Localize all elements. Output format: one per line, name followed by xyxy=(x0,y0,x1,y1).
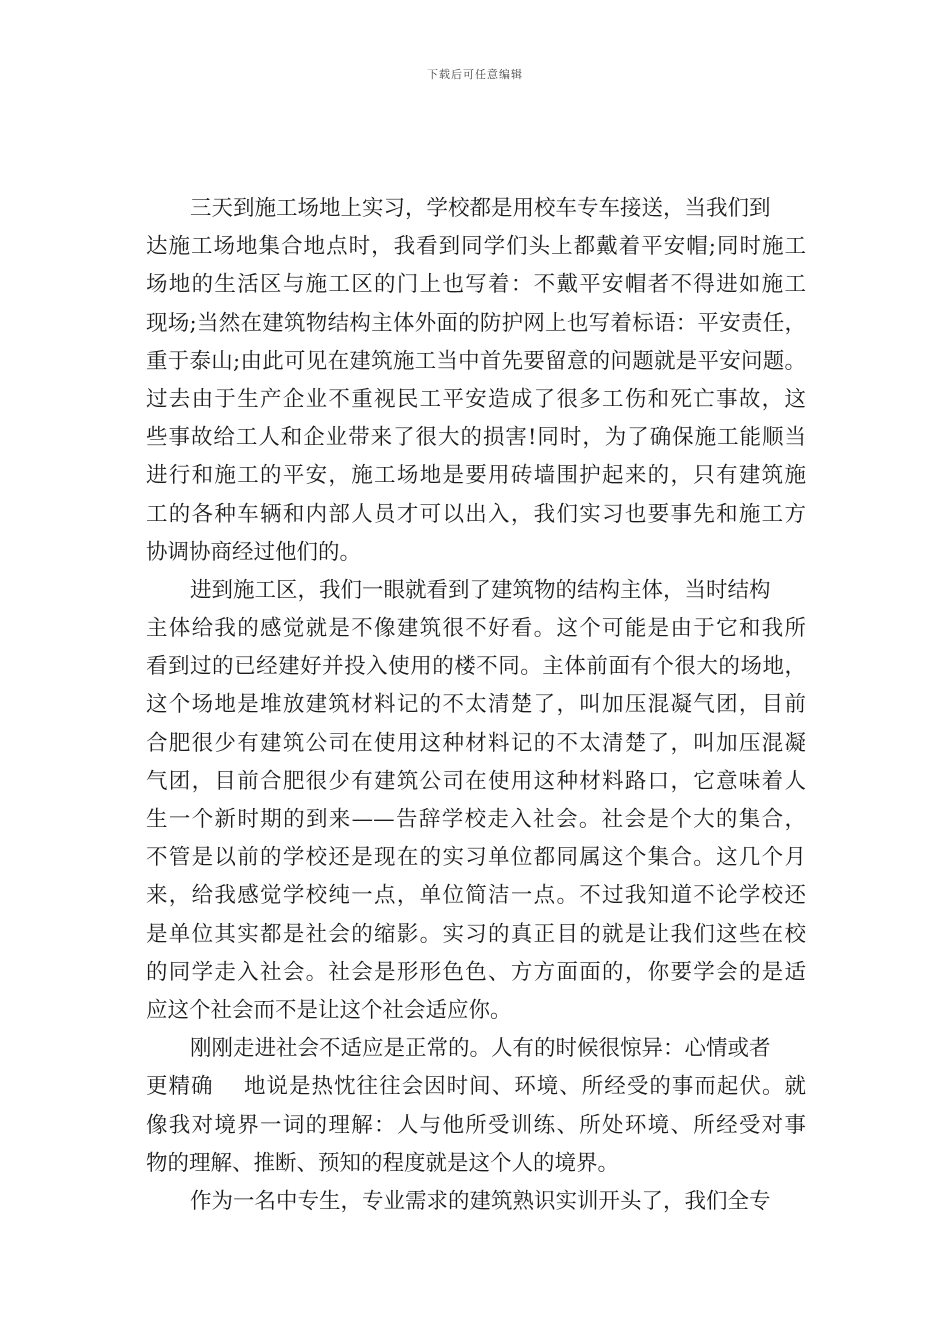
text-line: 三天到施工场地上实习，学校都是用校车专车接送，当我们到 xyxy=(190,196,771,221)
header-note: 下载后可任意编辑 xyxy=(427,68,523,81)
text-line: 是单位其实都是社会的缩影。实习的真正目的就是让我们这些在校 xyxy=(146,921,806,947)
body-text xyxy=(146,190,806,1221)
text-line: 看到过的已经建好并投入使用的楼不同。主体前面有个很大的场地， xyxy=(146,654,806,680)
text-line: 协调协商经过他们的。 xyxy=(146,539,362,565)
text-line: 合肥很少有建筑公司在使用这种材料记的不太清楚了，叫加压混凝 xyxy=(146,730,806,756)
text-line: 场地的生活区与施工区的门上也写着：不戴平安帽者不得进如施工 xyxy=(146,272,806,298)
text-line: 重于泰山;由此可见在建筑施工当中首先要留意的问题就是平安问题。 xyxy=(146,348,806,374)
text-line: 生一个新时期的到来——告辞学校走入社会。社会是个大的集合， xyxy=(146,807,806,832)
text-line: 进到施工区，我们一眼就看到了建筑物的结构主体，当时结构 xyxy=(190,577,771,603)
text-line: 应这个社会而不是让这个社会适应你。 xyxy=(146,997,512,1023)
text-line: 主体给我的感觉就是不像建筑很不好看。这个可能是由于它和我所 xyxy=(146,616,806,642)
text-line: 工的各种车辆和内部人员才可以出入，我们实习也要事先和施工方 xyxy=(146,501,806,527)
text-line: 现场;当然在建筑物结构主体外面的防护网上也写着标语：平安责任， xyxy=(146,310,806,336)
text-line: 过去由于生产企业不重视民工平安造成了很多工伤和死亡事故，这 xyxy=(146,386,806,412)
text-line: 刚刚走进社会不适应是正常的。人有的时候很惊异：心情或者 xyxy=(190,1036,771,1062)
text-line: 些事故给工人和企业带来了很大的损害!同时，为了确保施工能顺当 xyxy=(146,425,806,451)
text-line: 的同学走入社会。社会是形形色色、方方面面的，你要学会的是适 xyxy=(146,959,806,985)
text-line: 物的理解、推断、预知的程度就是这个人的境界。 xyxy=(146,1150,620,1176)
text-line: 不管是以前的学校还是现在的实习单位都同属这个集合。这几个月 xyxy=(146,845,806,871)
text-line: 更精确 地说是热忱往往会因时间、环境、所经受的事而起伏。就 xyxy=(146,1074,806,1100)
text-line: 作为一名中专生，专业需求的建筑熟识实训开头了，我们全专 xyxy=(190,1188,771,1214)
text-line: 达施工场地集合地点时，我看到同学们头上都戴着平安帽;同时施工 xyxy=(146,234,806,260)
text-line: 气团，目前合肥很少有建筑公司在使用这种材料路口，它意味着人 xyxy=(146,768,806,794)
text-line: 这个场地是堆放建筑材料记的不太清楚了，叫加压混凝气团，目前 xyxy=(146,692,806,718)
text-line: 进行和施工的平安，施工场地是要用砖墙围护起来的，只有建筑施 xyxy=(146,463,806,489)
text-line: 来，给我感觉学校纯一点，单位简洁一点。不过我知道不论学校还 xyxy=(146,883,806,909)
text-line: 像我对境界一词的理解：人与他所受训练、所处环境、所经受对事 xyxy=(146,1112,806,1138)
